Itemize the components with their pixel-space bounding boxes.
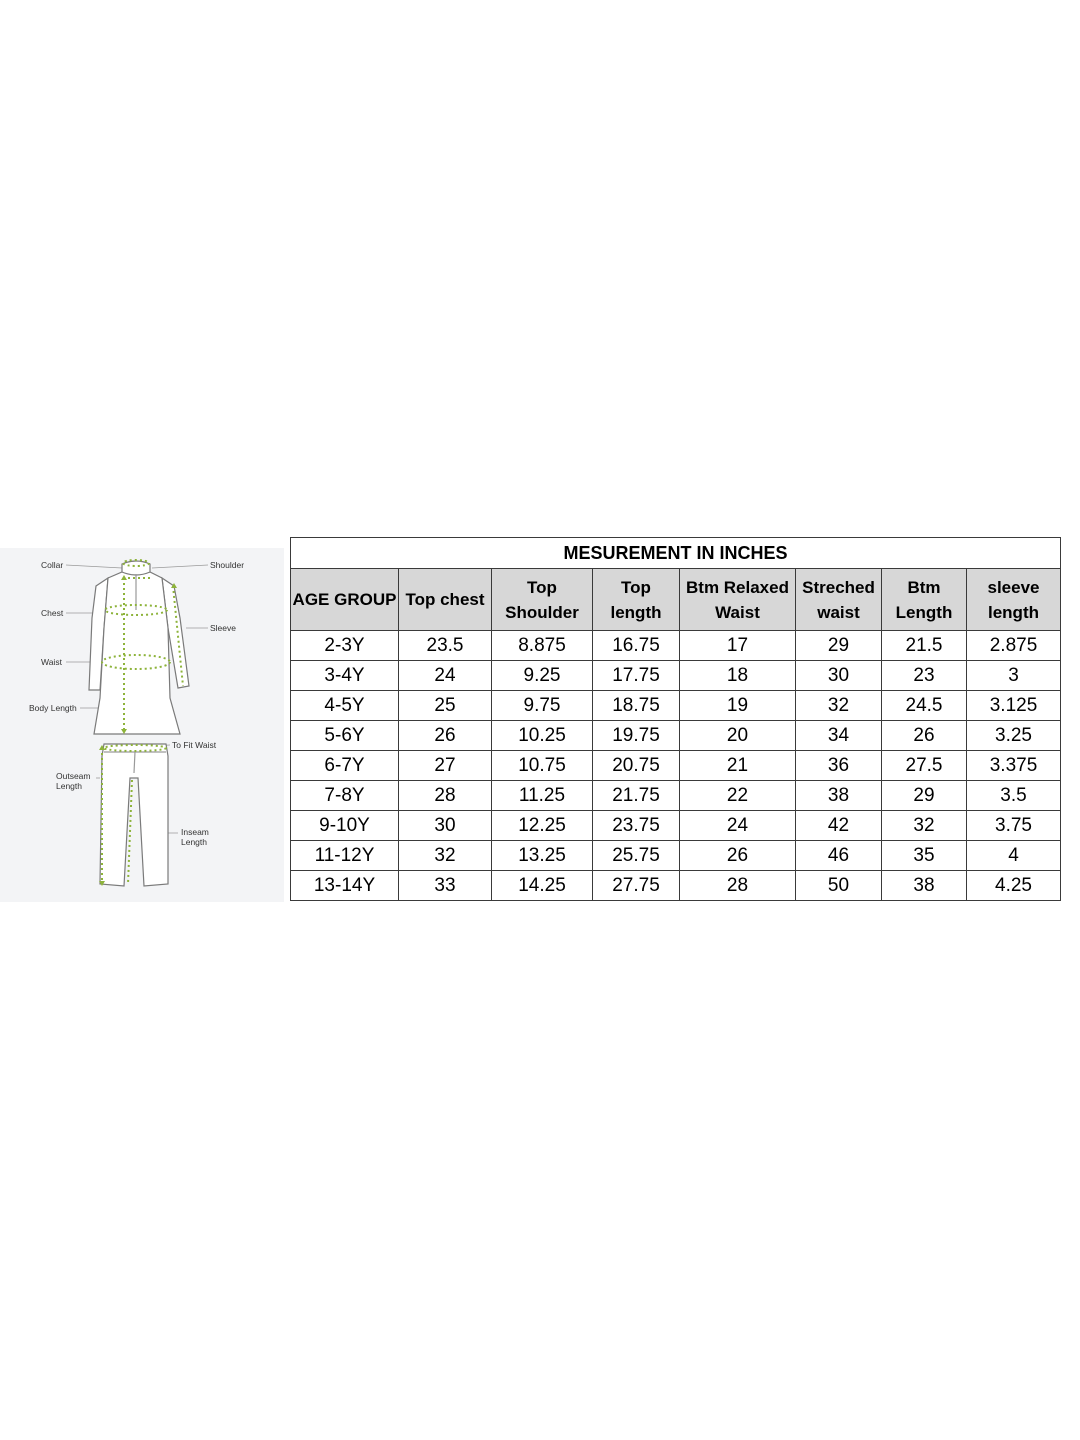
measurement-cell: 20.75 — [593, 751, 680, 781]
measurement-cell: 21.5 — [882, 631, 967, 661]
measurement-cell: 38 — [882, 871, 967, 901]
measurement-cell: 42 — [796, 811, 882, 841]
column-header-line: Streched — [802, 577, 875, 597]
kurta-pajama-illustration — [0, 548, 284, 902]
column-header-line: Top — [621, 577, 651, 597]
measurement-cell: 24 — [680, 811, 796, 841]
measurement-cell: 28 — [680, 871, 796, 901]
age-group-cell: 6-7Y — [291, 751, 399, 781]
measurement-cell: 30 — [796, 661, 882, 691]
measurement-cell: 13.25 — [492, 841, 593, 871]
measurement-cell: 35 — [882, 841, 967, 871]
table-row — [291, 631, 1061, 661]
measurement-cell: 4.25 — [967, 871, 1061, 901]
collar-label: Collar — [41, 560, 64, 570]
age-group-cell: 13-14Y — [291, 871, 399, 901]
column-header-line: Top — [527, 577, 557, 597]
measurement-cell: 16.75 — [593, 631, 680, 661]
column-header-line: Shoulder — [505, 602, 579, 622]
measurement-cell: 10.75 — [492, 751, 593, 781]
table-row — [291, 691, 1061, 721]
inseam-label-line2: Length — [181, 837, 207, 847]
column-header-line: AGE GROUP — [292, 590, 397, 609]
measurement-cell: 17 — [680, 631, 796, 661]
header-row — [291, 569, 1061, 631]
column-header-line: length — [988, 602, 1039, 622]
measurement-cell: 32 — [399, 841, 492, 871]
measurement-cell: 24.5 — [882, 691, 967, 721]
body-length-label: Body Length — [29, 703, 77, 713]
age-group-cell: 5-6Y — [291, 721, 399, 751]
measurement-cell: 26 — [680, 841, 796, 871]
measurement-cell: 25.75 — [593, 841, 680, 871]
age-group-cell: 7-8Y — [291, 781, 399, 811]
measurement-cell: 3 — [967, 661, 1061, 691]
column-header-line: length — [610, 602, 662, 622]
measurement-cell: 21.75 — [593, 781, 680, 811]
measurement-cell: 19 — [680, 691, 796, 721]
table-row — [291, 841, 1061, 871]
to-fit-waist-label: To Fit Waist — [172, 740, 217, 750]
measurement-cell: 9.25 — [492, 661, 593, 691]
measurement-cell: 50 — [796, 871, 882, 901]
column-header — [593, 569, 680, 631]
measurement-cell: 4 — [967, 841, 1061, 871]
outseam-label-line1: Outseam — [56, 771, 91, 781]
measurement-cell: 11.25 — [492, 781, 593, 811]
inseam-label-line1: Inseam — [181, 827, 209, 837]
column-header-line: waist — [817, 602, 860, 622]
column-header — [680, 569, 796, 631]
measurement-cell: 27.5 — [882, 751, 967, 781]
table-row — [291, 721, 1061, 751]
measurement-cell: 28 — [399, 781, 492, 811]
outseam-label — [56, 771, 91, 791]
column-header-line: sleeve — [987, 577, 1040, 597]
measurement-cell: 38 — [796, 781, 882, 811]
measurement-cell: 46 — [796, 841, 882, 871]
waist-label: Waist — [41, 657, 62, 667]
sleeve-label: Sleeve — [210, 623, 236, 633]
inseam-label — [181, 827, 209, 847]
size-chart-table — [290, 537, 1061, 901]
table-row — [291, 871, 1061, 901]
measurement-cell: 29 — [882, 781, 967, 811]
measurement-cell: 32 — [796, 691, 882, 721]
column-header — [967, 569, 1061, 631]
measurement-cell: 22 — [680, 781, 796, 811]
measurement-cell: 33 — [399, 871, 492, 901]
measurement-cell: 3.125 — [967, 691, 1061, 721]
column-header — [291, 569, 399, 631]
age-group-cell: 11-12Y — [291, 841, 399, 871]
measurement-cell: 23.75 — [593, 811, 680, 841]
measurement-cell: 18 — [680, 661, 796, 691]
column-header-line: Btm — [907, 577, 941, 597]
measurement-cell: 8.875 — [492, 631, 593, 661]
age-group-cell: 4-5Y — [291, 691, 399, 721]
column-header-line: Btm Relaxed — [686, 577, 789, 597]
measurement-cell: 2.875 — [967, 631, 1061, 661]
column-header — [492, 569, 593, 631]
shoulder-label: Shoulder — [210, 560, 245, 570]
measurement-cell: 3.375 — [967, 751, 1061, 781]
outseam-label-line2: Length — [56, 781, 82, 791]
age-group-cell: 9-10Y — [291, 811, 399, 841]
measurement-cell: 25 — [399, 691, 492, 721]
measurement-cell: 10.25 — [492, 721, 593, 751]
column-header — [399, 569, 492, 631]
column-header — [796, 569, 882, 631]
measurement-diagram — [0, 548, 284, 902]
measurement-cell: 23.5 — [399, 631, 492, 661]
age-group-cell: 3-4Y — [291, 661, 399, 691]
measurement-cell: 26 — [399, 721, 492, 751]
chest-label: Chest — [41, 608, 64, 618]
measurement-cell: 23 — [882, 661, 967, 691]
measurement-cell: 29 — [796, 631, 882, 661]
measurement-cell: 27.75 — [593, 871, 680, 901]
table-row — [291, 661, 1061, 691]
measurement-cell: 21 — [680, 751, 796, 781]
column-header — [882, 569, 967, 631]
measurement-cell: 3.25 — [967, 721, 1061, 751]
table-row — [291, 781, 1061, 811]
pajama-shape — [100, 744, 168, 886]
measurement-cell: 3.5 — [967, 781, 1061, 811]
measurement-cell: 32 — [882, 811, 967, 841]
column-header-line: Waist — [715, 602, 760, 622]
measurement-cell: 18.75 — [593, 691, 680, 721]
measurement-cell: 12.25 — [492, 811, 593, 841]
table-row — [291, 811, 1061, 841]
measurement-cell: 26 — [882, 721, 967, 751]
table-body — [291, 631, 1061, 901]
age-group-cell: 2-3Y — [291, 631, 399, 661]
measurement-cell: 27 — [399, 751, 492, 781]
measurement-cell: 30 — [399, 811, 492, 841]
table-row — [291, 751, 1061, 781]
measurement-cell: 34 — [796, 721, 882, 751]
table-title: MESUREMENT IN INCHES — [291, 538, 1061, 569]
measurement-cell: 19.75 — [593, 721, 680, 751]
measurement-cell: 3.75 — [967, 811, 1061, 841]
measurement-cell: 17.75 — [593, 661, 680, 691]
measurement-cell: 20 — [680, 721, 796, 751]
measurement-cell: 36 — [796, 751, 882, 781]
column-header-line: Length — [895, 602, 953, 622]
measurement-cell: 24 — [399, 661, 492, 691]
measurement-cell: 14.25 — [492, 871, 593, 901]
measurement-cell: 9.75 — [492, 691, 593, 721]
column-header-line: Top chest — [405, 590, 485, 609]
